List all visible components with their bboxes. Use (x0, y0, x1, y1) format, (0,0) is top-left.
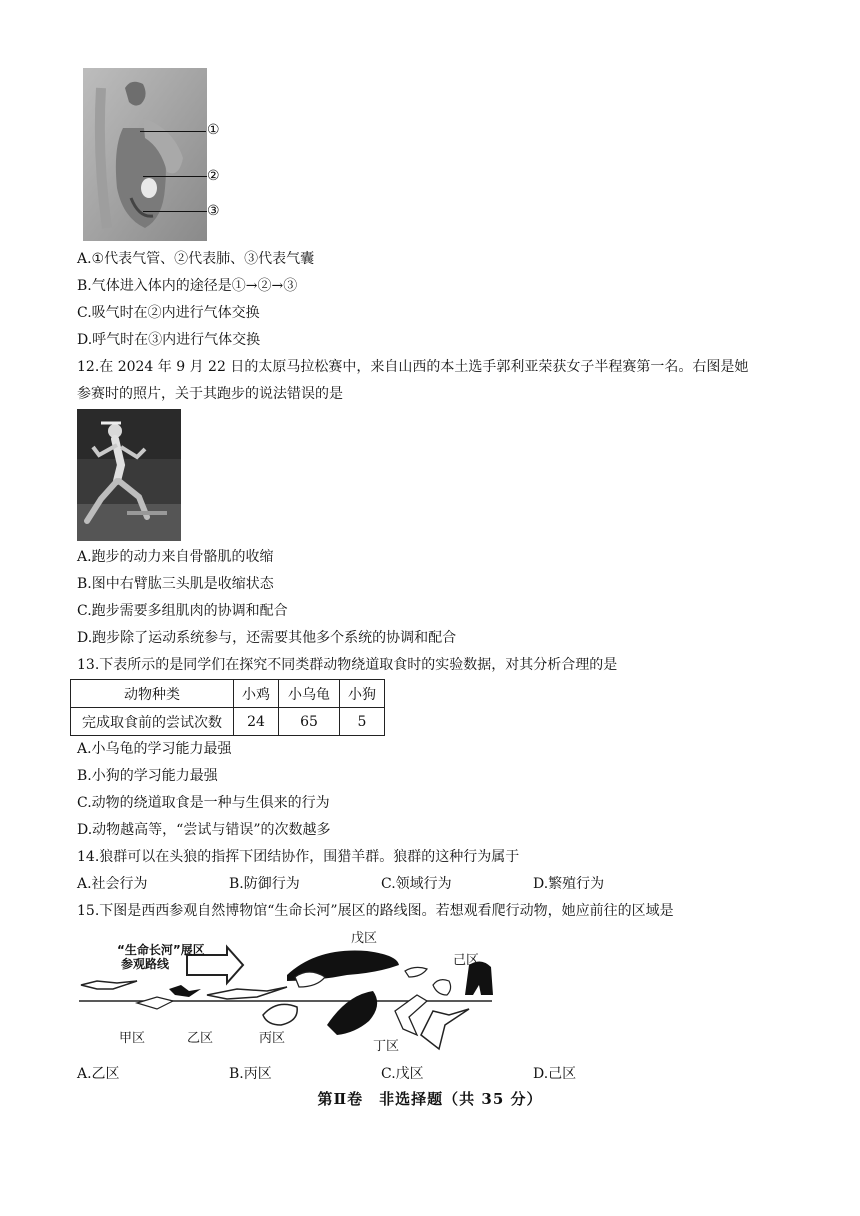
q13-option-d: D.动物越高等，“尝试与错误”的次数越多 (77, 822, 331, 838)
q14-stem: 14.狼群可以在头狼的指挥下团结协作，围猎羊群。狼群的这种行为属于 (77, 849, 520, 865)
q13-stem: 13.下表所示的是同学们在探究不同类群动物绕道取食时的实验数据，对其分析合理的是 (77, 657, 618, 673)
leader-line-1 (140, 131, 206, 132)
zone-ji: 己区 (453, 953, 480, 968)
table-row (71, 708, 385, 736)
zone-yi: 乙区 (187, 1031, 214, 1046)
label-3: ③ (207, 203, 220, 219)
q14-option-b: B.防御行为 (229, 876, 300, 892)
q11-option-d: D.呼气时在③内进行气体交换 (77, 332, 261, 348)
q13-option-a: A.小乌龟的学习能力最强 (77, 741, 232, 757)
q15-option-b: B.丙区 (229, 1066, 272, 1082)
q14-options (77, 875, 777, 893)
q14-option-a: A.社会行为 (77, 876, 148, 892)
q12-stem-line2: 参赛时的照片，关于其跑步的说法错误的是 (77, 386, 343, 402)
table-header-cell: 小鸡 (234, 680, 279, 708)
zone-wu: 戊区 (351, 931, 378, 946)
leader-line-2 (143, 176, 207, 177)
q15-options (77, 1065, 777, 1083)
q12-option-a: A.跑步的动力来自骨骼肌的收缩 (77, 549, 274, 565)
museum-route-map (77, 925, 497, 1060)
table-cell: 完成取食前的尝试次数 (71, 708, 234, 736)
zone-jia: 甲区 (119, 1031, 146, 1046)
table-header-cell: 小乌龟 (279, 680, 340, 708)
q15-option-c: C.戊区 (381, 1066, 424, 1082)
q15-stem: 15.下图是西西参观自然博物馆“生命长河”展区的路线图。若想观看爬行动物，她应前往的区域是 (77, 903, 674, 919)
q11-option-b: B.气体进入体内的途径是①→②→③ (77, 278, 298, 294)
table-header-cell: 动物种类 (71, 680, 234, 708)
leader-line-3 (143, 211, 207, 212)
q12-option-b: B.图中右臂肱三头肌是收缩状态 (77, 576, 274, 592)
runner-photo (77, 409, 181, 541)
q15-option-a: A.乙区 (77, 1066, 120, 1082)
route-title-line2: 参观路线 (121, 957, 170, 971)
q12-stem-line1: 12.在 2024 年 9 月 22 日的太原马拉松赛中，来自山西的本土选手郭利亚荣获女子半程赛第一名。右图是她 (77, 359, 749, 375)
table-cell: 5 (340, 708, 385, 736)
table-header-cell: 小狗 (340, 680, 385, 708)
q11-option-a: A.①代表气管、②代表肺、③代表气囊 (77, 251, 315, 267)
q14-option-c: C.领域行为 (381, 876, 452, 892)
zone-ding: 丁区 (373, 1039, 400, 1054)
q13-option-b: B.小狗的学习能力最强 (77, 768, 218, 784)
section-heading: 第Ⅱ卷 非选择题（共 35 分） (317, 1090, 543, 1108)
label-1: ① (207, 122, 220, 138)
q13-data-table (70, 679, 385, 736)
table-cell: 65 (279, 708, 340, 736)
q15-option-d: D.己区 (533, 1066, 577, 1082)
zone-bing: 丙区 (259, 1031, 286, 1046)
q12-option-c: C.跑步需要多组肌肉的协调和配合 (77, 603, 288, 619)
label-2: ② (207, 168, 220, 184)
bird-respiratory-photo (83, 68, 207, 241)
route-title-line1: “生命长河”展区 (117, 943, 205, 957)
q12-option-d: D.跑步除了运动系统参与，还需要其他多个系统的协调和配合 (77, 630, 457, 646)
table-header-row (71, 680, 385, 708)
q14-option-d: D.繁殖行为 (533, 876, 605, 892)
table-cell: 24 (234, 708, 279, 736)
q13-option-c: C.动物的绕道取食是一种与生俱来的行为 (77, 795, 330, 811)
q11-option-c: C.吸气时在②内进行气体交换 (77, 305, 260, 321)
